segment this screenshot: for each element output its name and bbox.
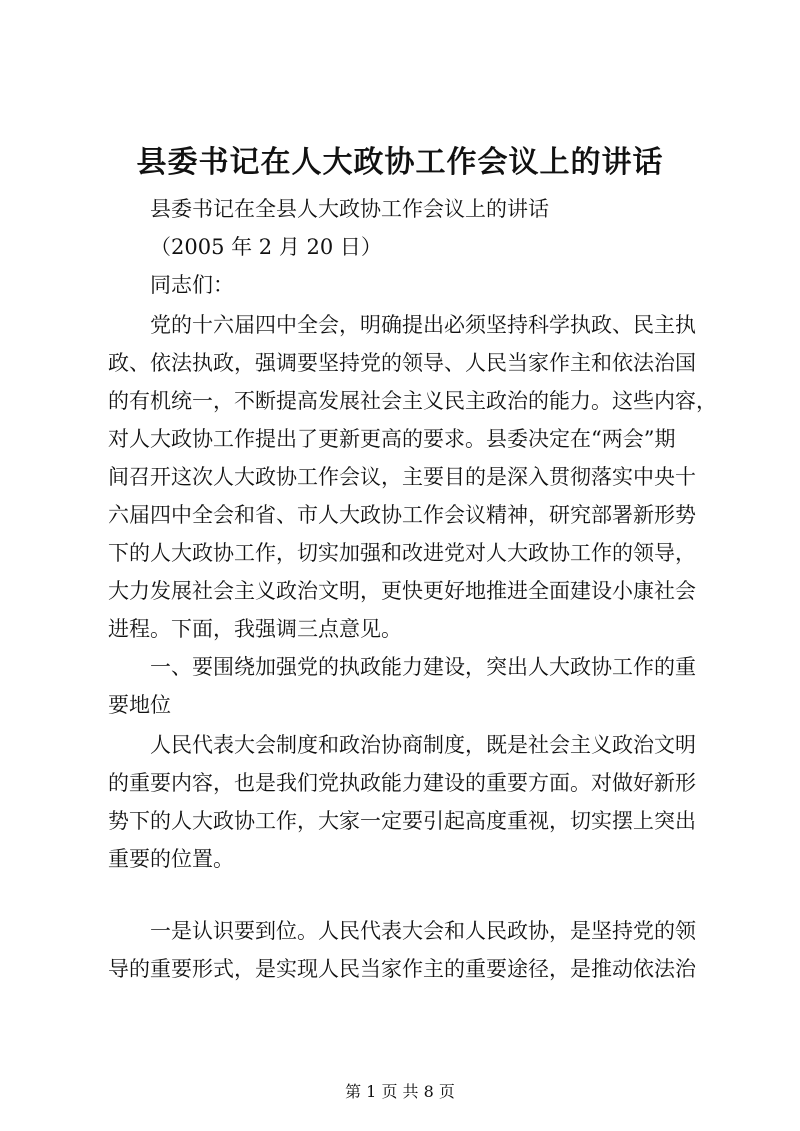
section-heading: 一、要围绕加强党的执政能力建设，突出人大政协工作的重 <box>150 655 696 679</box>
salutation: 同志们： <box>150 273 234 297</box>
body-line: 大力发展社会主义政治文明，更快更好地推进全面建设小康社会 <box>108 579 696 603</box>
body-line: 六届四中全会和省、市人大政协工作会议精神，研究部署新形势 <box>108 503 696 527</box>
body-line: 的重要内容，也是我们党执政能力建设的重要方面。对做好新形 <box>108 771 696 795</box>
document-subtitle: 县委书记在全县人大政协工作会议上的讲话 <box>150 197 549 221</box>
body-line: 进程。下面，我强调三点意见。 <box>108 617 402 641</box>
body-line: 一是认识要到位。人民代表大会和人民政协，是坚持党的领 <box>150 919 696 943</box>
body-line: 人民代表大会制度和政治协商制度，既是社会主义政治文明 <box>150 733 696 757</box>
body-line: 间召开这次人大政协工作会议，主要目的是深入贯彻落实中央十 <box>108 465 696 489</box>
section-heading: 要地位 <box>108 693 171 717</box>
document-date: （2005 年 2 月 20 日） <box>150 235 382 259</box>
body-line: 下的人大政协工作，切实加强和改进党对人大政协工作的领导， <box>108 541 696 565</box>
page-footer: 第 1 页 共 8 页 <box>345 1082 455 1101</box>
body-line: 导的重要形式，是实现人民当家作主的重要途径，是推动依法治 <box>108 957 696 981</box>
body-line: 重要的位置。 <box>108 847 234 871</box>
body-line: 势下的人大政协工作，大家一定要引起高度重视，切实摆上突出 <box>108 809 696 833</box>
body-line: 的有机统一，不断提高发展社会主义民主政治的能力。这些内容， <box>108 389 717 413</box>
body-line: 对人大政协工作提出了更新更高的要求。县委决定在“两会”期 <box>108 427 676 451</box>
document-title: 县委书记在人大政协工作会议上的讲话 <box>136 145 664 180</box>
body-line: 政、依法执政，强调要坚持党的领导、人民当家作主和依法治国 <box>108 351 696 375</box>
body-line: 党的十六届四中全会，明确提出必须坚持科学执政、民主执 <box>150 313 696 337</box>
